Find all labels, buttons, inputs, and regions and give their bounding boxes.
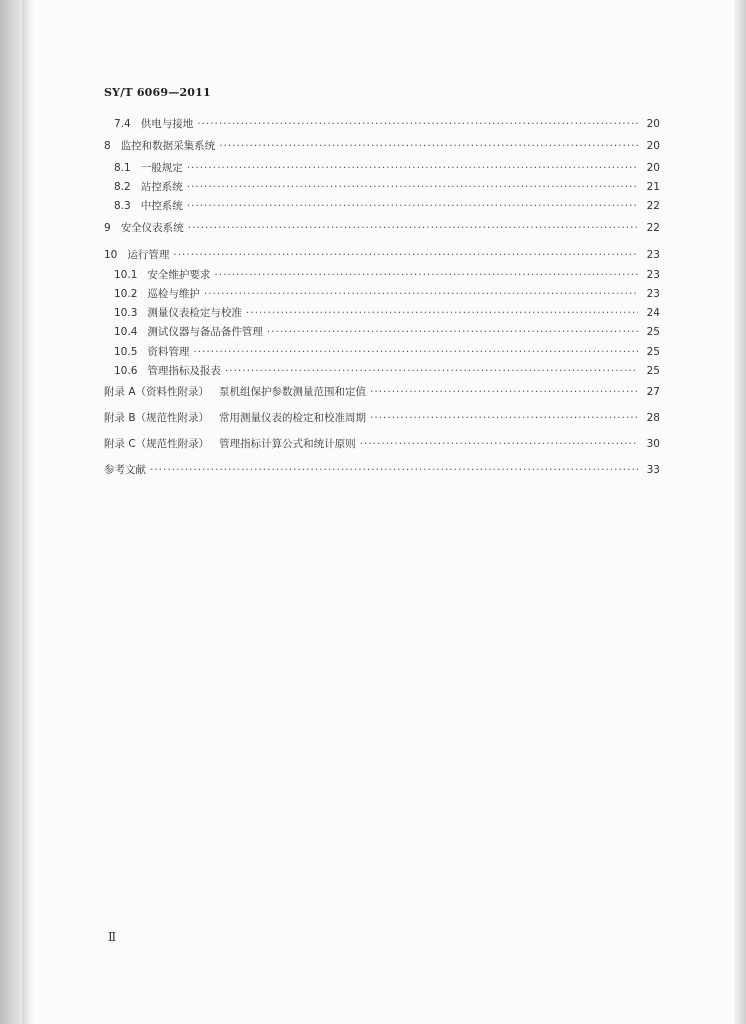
toc-entry[interactable] xyxy=(104,410,660,426)
toc-entry-title: 资料管理 xyxy=(147,346,190,358)
toc-leader-dots xyxy=(370,412,638,424)
toc-entry[interactable] xyxy=(104,305,660,321)
toc-leader-dots xyxy=(225,365,638,377)
toc-entry[interactable] xyxy=(104,220,660,236)
toc-entry-page: 23 xyxy=(646,249,660,261)
toc-entry-number: 附录 C（规范性附录） xyxy=(104,438,210,450)
toc-entry[interactable] xyxy=(104,179,660,195)
toc-entry-number: 10.3 xyxy=(114,307,138,319)
toc-entry[interactable] xyxy=(104,116,660,132)
toc-entry-page: 25 xyxy=(646,365,660,377)
toc-entry[interactable] xyxy=(104,384,660,400)
toc-entry-title: 站控系统 xyxy=(140,181,183,193)
toc-leader-dots xyxy=(188,222,638,234)
toc-leader-dots xyxy=(197,118,638,130)
toc-entry-title: 管理指标计算公式和统计原则 xyxy=(219,438,356,450)
toc-entry-number: 10.1 xyxy=(114,269,138,281)
toc-leader-dots xyxy=(370,386,638,398)
toc-entry-title: 测试仪器与备品备件管理 xyxy=(147,326,263,338)
toc-entry-title: 安全仪表系统 xyxy=(120,222,184,234)
toc-entry-title: 管理指标及报表 xyxy=(147,365,221,377)
toc-leader-dots xyxy=(360,438,638,450)
toc-entry-title: 供电与接地 xyxy=(140,118,194,130)
toc-entry[interactable] xyxy=(104,286,660,302)
toc-entry-title: 中控系统 xyxy=(140,200,183,212)
toc-leader-dots xyxy=(214,269,638,281)
toc-entry-number: 8 xyxy=(104,140,111,152)
toc-entry[interactable] xyxy=(104,344,660,360)
toc-entry[interactable] xyxy=(104,363,660,379)
toc-entry-title: 巡检与维护 xyxy=(147,288,200,300)
toc-entry[interactable] xyxy=(104,324,660,340)
toc-entry-page: 24 xyxy=(646,307,660,319)
toc-leader-dots xyxy=(187,162,638,174)
toc-entry-title: 泵机组保护参数测量范围和定值 xyxy=(219,386,367,398)
toc-entry-number: 附录 A（资料性附录） xyxy=(104,386,210,398)
toc-entry[interactable] xyxy=(104,138,660,154)
toc-entry[interactable] xyxy=(104,462,660,478)
toc-leader-dots xyxy=(246,307,638,319)
toc-entry[interactable] xyxy=(104,247,660,263)
toc-entry[interactable] xyxy=(104,160,660,176)
scan-left-margin xyxy=(0,0,22,1024)
toc-entry-number: 8.3 xyxy=(114,200,131,212)
toc-entry-number: 8.2 xyxy=(114,181,131,193)
toc-entry-page: 20 xyxy=(646,118,660,130)
toc-entry-title: 安全维护要求 xyxy=(147,269,211,281)
toc-leader-dots xyxy=(150,464,638,476)
toc-entry-page: 30 xyxy=(646,438,660,450)
toc-entry-page: 20 xyxy=(646,140,660,152)
toc-entry-page: 23 xyxy=(646,269,660,281)
toc-entry[interactable] xyxy=(104,436,660,452)
toc-entry-title: 运行管理 xyxy=(127,249,170,261)
toc-entry-page: 33 xyxy=(646,464,660,476)
toc-leader-dots xyxy=(193,346,638,358)
toc-leader-dots xyxy=(219,140,638,152)
toc-entry-number: 10.5 xyxy=(114,346,138,358)
toc-entry-page: 27 xyxy=(646,386,660,398)
toc-entry-page: 22 xyxy=(646,200,660,212)
toc-entry-number: 10.2 xyxy=(114,288,138,300)
toc-leader-dots xyxy=(204,288,638,300)
toc-entry-number: 10.6 xyxy=(114,365,138,377)
toc-entry[interactable] xyxy=(104,198,660,214)
toc-entry-number: 附录 B（规范性附录） xyxy=(104,412,210,424)
toc-entry-title: 测量仪表检定与校准 xyxy=(147,307,242,319)
toc-entry-title: 一般规定 xyxy=(140,162,183,174)
toc-entry-page: 25 xyxy=(646,346,660,358)
toc-entry-number: 10 xyxy=(104,249,118,261)
toc-entry-page: 21 xyxy=(646,181,660,193)
toc-leader-dots xyxy=(173,249,638,261)
toc-entry-title: 参考文献 xyxy=(104,464,146,476)
standard-code-header: SY/T 6069—2011 xyxy=(104,86,211,99)
toc-leader-dots xyxy=(267,326,638,338)
toc-entry-title: 常用测量仪表的检定和校准周期 xyxy=(219,412,367,424)
toc-entry-page: 20 xyxy=(646,162,660,174)
toc-entry-page: 25 xyxy=(646,326,660,338)
toc-entry-title: 监控和数据采集系统 xyxy=(120,140,216,152)
toc-entry-page: 28 xyxy=(646,412,660,424)
toc-leader-dots xyxy=(187,200,638,212)
toc-entry-number: 9 xyxy=(104,222,111,234)
toc-entry-number: 10.4 xyxy=(114,326,138,338)
toc-entry-page: 22 xyxy=(646,222,660,234)
toc-entry-number: 8.1 xyxy=(114,162,131,174)
scan-right-margin xyxy=(734,0,746,1024)
toc-entry[interactable] xyxy=(104,267,660,283)
toc-entry-number: 7.4 xyxy=(114,118,131,130)
page-number: Ⅱ xyxy=(108,930,117,944)
toc-entry-page: 23 xyxy=(646,288,660,300)
toc-leader-dots xyxy=(187,181,638,193)
